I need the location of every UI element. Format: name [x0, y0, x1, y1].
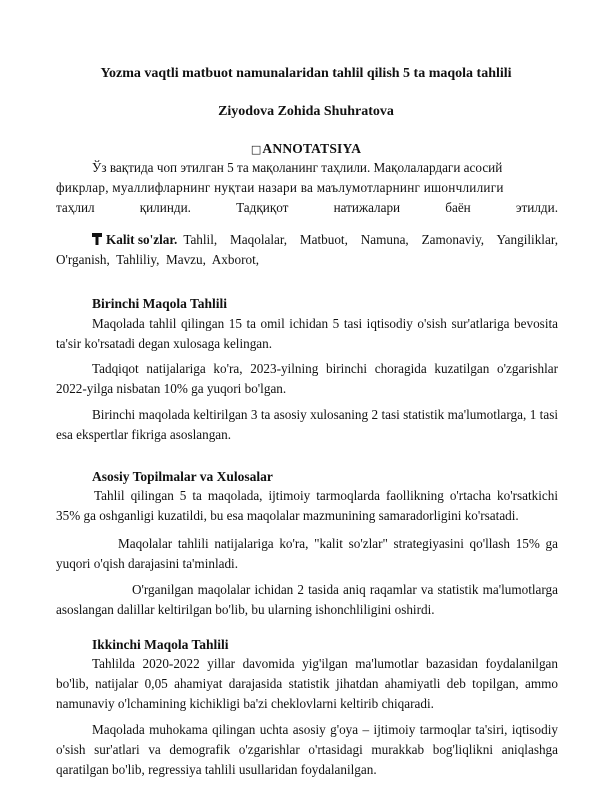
annotation-line-2: фикрлар, муаллифларнинг нуқтаи назари ва маълумотларнинг ишончлилиги [56, 180, 504, 195]
keywords-label: Kalit so'zlar. [106, 232, 178, 247]
author-name: Ziyodova Zohida Shuhratova [218, 104, 394, 119]
section-heading-second-article: Ikkinchi Maqola Tahlili [92, 637, 229, 652]
section3-paragraph-1: Tahlilda 2020-2022 yillar davomida yig'ilgan ma'lumotlar bazasidan foydalanilgan bo'lib, natijalar 0,05 ahamiyat darajasida statistik jihatdan ahamiyatli deb topilgan, ammo namunaviy o'lchamining kichikligi ba'zi cheklovlarni keltirib chiqaradi. [56, 656, 558, 711]
section2-paragraph-3: O'rganilgan maqolalar ichidan 2 tasida aniq raqamlar va statistik ma'lumotlarga asoslangan dalillar keltirilgan bo'lib, bu ularning ishonchliligini oshirdi. [56, 582, 558, 617]
keywords-list-1: Tahlil, Maqolalar, Matbuot, Namuna, Zamonaviy, Yangiliklar, [183, 232, 558, 247]
section1-paragraph-3: Birinchi maqolada keltirilgan 3 ta asosiy xulosaning 2 tasi statistik ma'lumotlarga, 1 tasi esa ekspertlar fikriga asoslangan. [56, 407, 558, 442]
section2-paragraph-1: Tahlil qilingan 5 ta maqolada, ijtimoiy tarmoqlarda faollikning o'rtacha ko'rsatkichi 35% ga oshganligi kuzatildi, bu esa maqolalar mazmunining samaradorligini ko'rsatadi. [56, 488, 558, 523]
annotation-heading [0, 141, 612, 157]
annotation-heading-text: ANNOTATSIYA [262, 141, 362, 156]
section-heading-findings: Asosiy Topilmalar va Xulosalar [92, 469, 273, 484]
section1-paragraph-1: Maqolada tahlil qilingan 15 ta omil ichidan 5 tasi iqtisodiy o'sish sur'atlariga bevosita ta'sir ko'rsatadi degan xulosaga kelingan. [56, 316, 558, 351]
keywords-line-2: O'rganish, Tahliliy, Mavzu, Axborot, [56, 252, 260, 267]
section1-paragraph-2: Tadqiqot natijalariga ko'ra, 2023-yilning birinchi choragida kuzatilgan o'zgarishlar 2022-yilga nisbatan 10% ga yuqori bo'lgan. [56, 361, 558, 396]
keywords-line-1 [56, 230, 558, 250]
section3-paragraph-2: Maqolada muhokama qilingan uchta asosiy g'oya – ijtimoiy tarmoqlar ta'siri, iqtisodiy o'sish sur'atlari va demografik o'zgarishlar o'rtasidagi murakkab bog'liqlikni aniqlashga qaratilgan bo'lib, regressiya tahlili usullaridan foydalanilgan. [56, 722, 558, 777]
keywords-block [56, 230, 558, 270]
document-title: Yozma vaqtli matbuot namunalaridan tahlil qilish 5 ta maqola tahlili [100, 66, 512, 81]
key-icon [92, 231, 102, 243]
section2-paragraph-2: Maqolalar tahlili natijalariga ko'ra, "kalit so'zlar" strategiyasini qo'llash 15% ga yuqori o'qish darajasini ta'minladi. [56, 536, 558, 571]
box-glyph-icon: □ [250, 143, 262, 156]
section-heading-first-article: Birinchi Maqola Tahlili [92, 296, 228, 311]
annotation-body [56, 158, 558, 218]
annotation-line-1: Ўз вақтида чоп этилган 5 та мақоланинг таҳлили. Мақолалардаги асосий [92, 160, 503, 175]
annotation-line-3: таҳлил қилинди. Тадқиқот натижалари баён этилди. [56, 200, 558, 215]
